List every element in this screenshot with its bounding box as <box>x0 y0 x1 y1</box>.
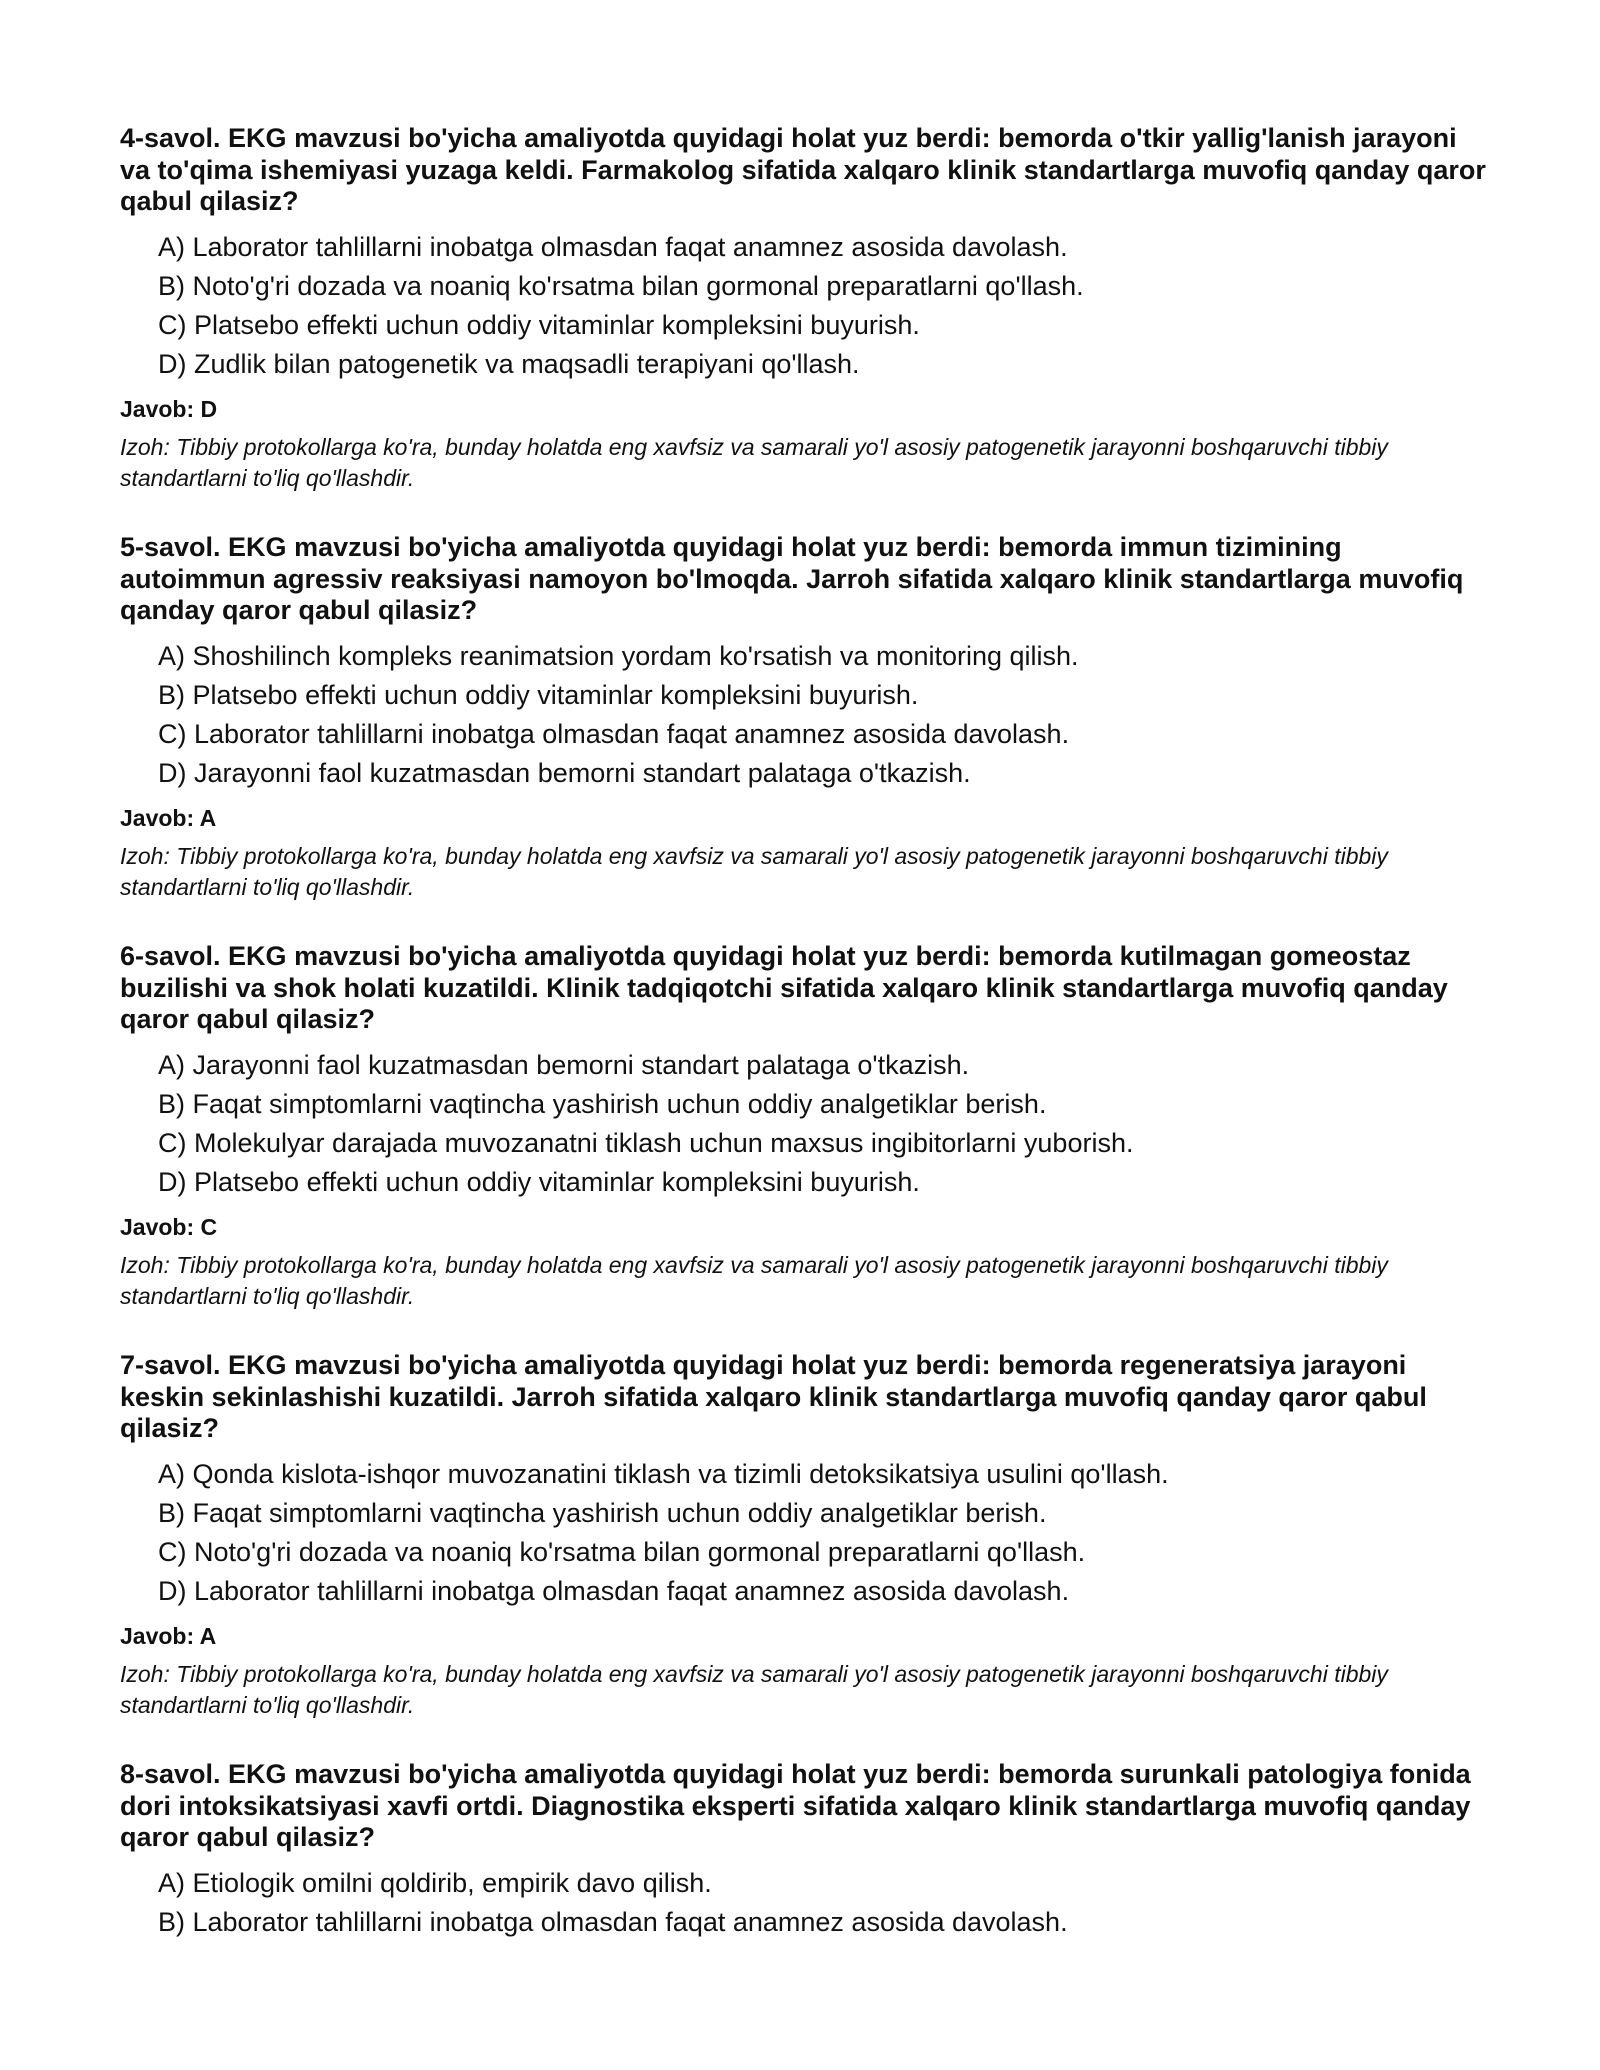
explanation-note: Izoh: Tibbiy protokollarga ko'ra, bunday holatda eng xavfsiz va samarali yo'l asosiy patogenetik jarayonni boshqaruvchi tibbiy standartlarni to'liq qo'llashdir. <box>120 842 1388 900</box>
option-a: A) Shoshilinch kompleks reanimatsion yordam ko'rsatish va monitoring qilish. <box>158 640 1079 671</box>
question-title: 5-savol. EKG mavzusi bo'yicha amaliyotda quyidagi holat yuz berdi: bemorda immun tizimining autoimmun agressiv reaksiyasi namoyon bo'lmoqda. Jarroh sifatida xalqaro klinik standartlarga muvofiq qanday qaror qabul qilasiz? <box>120 532 1464 625</box>
option-d: D) Zudlik bilan patogenetik va maqsadli terapiyani qo'llash. <box>158 348 860 379</box>
question-block <box>120 1350 1490 1721</box>
explanation-note: Izoh: Tibbiy protokollarga ko'ra, bunday holatda eng xavfsiz va samarali yo'l asosiy patogenetik jarayonni boshqaruvchi tibbiy standartlarni to'liq qo'llashdir. <box>120 433 1388 491</box>
option-list <box>158 1455 1490 1611</box>
option-list <box>158 1864 1490 1942</box>
option-a: A) Jarayonni faol kuzatmasdan bemorni standart palataga o'tkazish. <box>158 1049 970 1080</box>
option-a: A) Qonda kislota-ishqor muvozanatini tiklash va tizimli detoksikatsiya usulini qo'llash. <box>158 1458 1169 1489</box>
option-b: B) Platsebo effekti uchun oddiy vitaminlar kompleksini buyurish. <box>158 679 919 710</box>
option-a: A) Etiologik omilni qoldirib, empirik davo qilish. <box>158 1867 712 1898</box>
option-list <box>158 1046 1490 1202</box>
option-c: C) Molekulyar darajada muvozanatni tiklash uchun maxsus ingibitorlarni yuborish. <box>158 1127 1134 1158</box>
option-b: B) Faqat simptomlarni vaqtincha yashirish uchun oddiy analgetiklar berish. <box>158 1497 1047 1528</box>
question-title: 8-savol. EKG mavzusi bo'yicha amaliyotda quyidagi holat yuz berdi: bemorda surunkali patologiya fonida dori intoksikatsiyasi xavfi ortdi. Diagnostika eksperti sifatida xalqaro klinik standartlarga muvofiq qanday qaror qabul qilasiz? <box>120 1759 1471 1852</box>
question-block <box>120 532 1490 903</box>
option-b: B) Noto'g'ri dozada va noaniq ko'rsatma bilan gormonal preparatlarni qo'llash. <box>158 270 1084 301</box>
question-block <box>120 941 1490 1312</box>
option-list <box>158 228 1490 384</box>
explanation-note: Izoh: Tibbiy protokollarga ko'ra, bunday holatda eng xavfsiz va samarali yo'l asosiy patogenetik jarayonni boshqaruvchi tibbiy standartlarni to'liq qo'llashdir. <box>120 1660 1388 1718</box>
option-c: C) Laborator tahlillarni inobatga olmasdan faqat anamnez asosida davolash. <box>158 718 1070 749</box>
explanation-note: Izoh: Tibbiy protokollarga ko'ra, bunday holatda eng xavfsiz va samarali yo'l asosiy patogenetik jarayonni boshqaruvchi tibbiy standartlarni to'liq qo'llashdir. <box>120 1251 1388 1309</box>
question-block <box>120 123 1490 494</box>
question-title: 7-savol. EKG mavzusi bo'yicha amaliyotda quyidagi holat yuz berdi: bemorda regeneratsiya jarayoni keskin sekinlashishi kuzatildi. Jarroh sifatida xalqaro klinik standartlarga muvofiq qanday qaror qabul qilasiz? <box>120 1350 1427 1443</box>
option-c: C) Platsebo effekti uchun oddiy vitaminlar kompleksini buyurish. <box>158 309 920 340</box>
option-b: B) Faqat simptomlarni vaqtincha yashirish uchun oddiy analgetiklar berish. <box>158 1088 1047 1119</box>
answer-label: Javob: A <box>120 804 217 831</box>
option-c: C) Noto'g'ri dozada va noaniq ko'rsatma bilan gormonal preparatlarni qo'llash. <box>158 1536 1086 1567</box>
option-b: B) Laborator tahlillarni inobatga olmasdan faqat anamnez asosida davolash. <box>158 1906 1068 1937</box>
answer-label: Javob: C <box>120 1213 218 1240</box>
option-d: D) Laborator tahlillarni inobatga olmasdan faqat anamnez asosida davolash. <box>158 1575 1070 1606</box>
option-d: D) Jarayonni faol kuzatmasdan bemorni standart palataga o'tkazish. <box>158 757 971 788</box>
answer-label: Javob: A <box>120 1622 217 1649</box>
option-d: D) Platsebo effekti uchun oddiy vitaminlar kompleksini buyurish. <box>158 1166 920 1197</box>
question-block <box>120 1759 1490 1942</box>
option-a: A) Laborator tahlillarni inobatga olmasdan faqat anamnez asosida davolash. <box>158 231 1068 262</box>
option-list <box>158 637 1490 793</box>
question-title: 6-savol. EKG mavzusi bo'yicha amaliyotda quyidagi holat yuz berdi: bemorda kutilmagan gomeostaz buzilishi va shok holati kuzatildi. Klinik tadqiqotchi sifatida xalqaro klinik standartlarga muvofiq qanday qaror qabul qilasiz? <box>120 941 1448 1034</box>
question-title: 4-savol. EKG mavzusi bo'yicha amaliyotda quyidagi holat yuz berdi: bemorda o'tkir yallig'lanish jarayoni va to'qima ishemiyasi yuzaga keldi. Farmakolog sifatida xalqaro klinik standartlarga muvofiq qanday qaror qabul qilasiz? <box>120 123 1486 216</box>
answer-label: Javob: D <box>120 395 218 422</box>
